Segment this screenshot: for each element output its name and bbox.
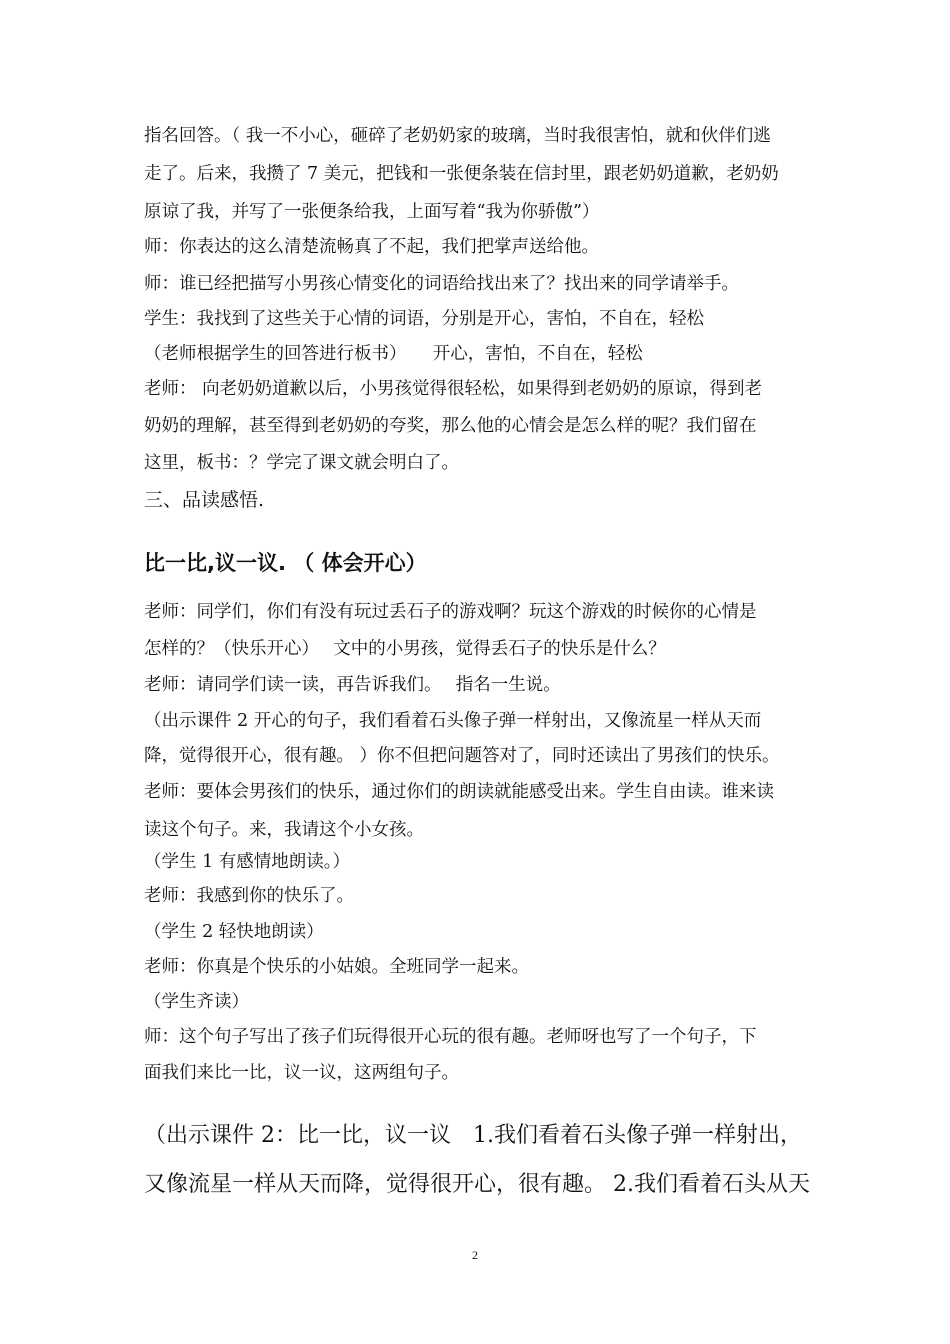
text-line-large: 又像流星一样从天而降，觉得很开心，很有趣。 2.我们看着石头从天 [144, 1172, 810, 1197]
text-line: 老师：你真是个快乐的小姑娘。全班同学一起来。 [144, 957, 529, 977]
text-line: 怎样的？（快乐开心） 文中的小男孩，觉得丢石子的快乐是什么？ [144, 639, 666, 659]
text-line: 老师：要体会男孩们的快乐，通过你们的朗读就能感受出来。学生自由读。谁来读 [144, 782, 774, 802]
text-line: 老师：请同学们读一读，再告诉我们。 指名一生说。 [144, 675, 561, 695]
text-line: （老师根据学生的回答进行板书） 开心，害怕，不自在，轻松 [144, 344, 643, 364]
text-line: 奶奶的理解，甚至得到老奶奶的夸奖，那么他的心情会是怎么样的呢？我们留在 [144, 416, 757, 436]
text-line: 师：谁已经把描写小男孩心情变化的词语给找出来了？找出来的同学请举手。 [144, 274, 739, 294]
page-number: 2 [472, 1248, 478, 1262]
text-line: 指名回答。（ 我一不小心，砸碎了老奶奶家的玻璃，当时我很害怕，就和伙伴们逃 [144, 126, 771, 146]
subsection-heading: 比一比,议一议. （ 体会开心） [144, 551, 427, 575]
text-line: 老师：同学们，你们有没有玩过丢石子的游戏啊？玩这个游戏的时候你的心情是 [144, 602, 757, 622]
text-line: （学生齐读） [144, 992, 249, 1012]
text-line: 师：你表达的这么清楚流畅真了不起，我们把掌声送给他。 [144, 237, 599, 257]
text-line: 学生：我找到了这些关于心情的词语，分别是开心，害怕，不自在，轻松 [144, 309, 704, 329]
text-line: 这里，板书：？学完了课文就会明白了。 [144, 453, 459, 473]
text-line: 面我们来比一比，议一议，这两组句子。 [144, 1063, 459, 1083]
text-line: 老师：我感到你的快乐了。 [144, 886, 354, 906]
text-line: （出示课件 2 开心的句子，我们看着石头像子弹一样射出，又像流星一样从天而 [144, 711, 762, 731]
text-line: 师：这个句子写出了孩子们玩得很开心玩的很有趣。老师呀也写了一个句子，下 [144, 1027, 757, 1047]
text-line-large: （出示课件 2：比一比，议一议 1.我们看着石头像子弹一样射出， [144, 1123, 802, 1148]
text-line: 走了。后来，我攒了 7 美元，把钱和一张便条装在信封里，跟老奶奶道歉，老奶奶 [144, 164, 779, 184]
text-line: （学生 2 轻快地朗读） [144, 922, 324, 942]
text-line: （学生 1 有感情地朗读。） [144, 852, 351, 872]
section-heading: 三、品读感悟. [144, 489, 265, 511]
text-line: 读这个句子。来，我请这个小女孩。 [144, 820, 424, 840]
text-line: 老师： 向老奶奶道歉以后，小男孩觉得很轻松，如果得到老奶奶的原谅，得到老 [144, 379, 763, 399]
text-line: 降，觉得很开心，很有趣。 ）你不但把问题答对了，同时还读出了男孩们的快乐。 [144, 746, 780, 766]
text-line: 原谅了我，并写了一张便条给我，上面写着“我为你骄傲”） [144, 202, 600, 222]
